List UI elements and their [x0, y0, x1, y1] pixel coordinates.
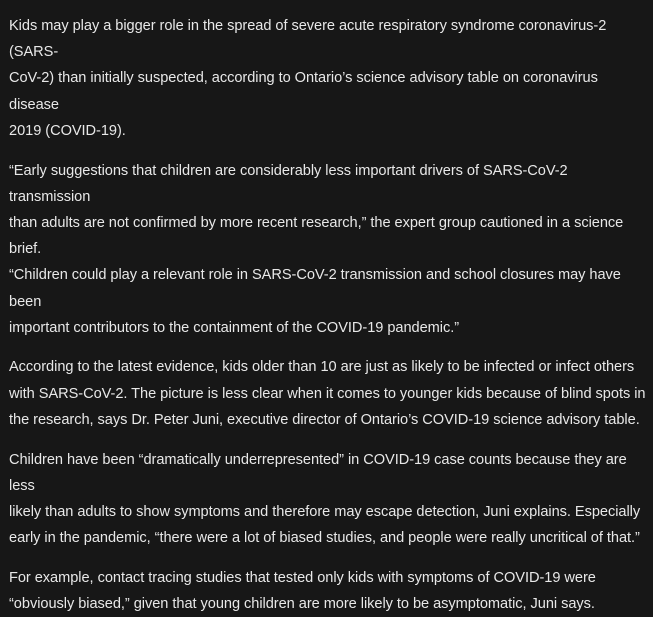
article-paragraph: Children have been “dramatically underrepresented” in COVID-19 case counts because they are less likely than adults to show symptoms and therefore may escape detection, Juni explains. Especially early in the pandemic, “there were a lot of biased studies, and people were really uncritical of that.” — [9, 451, 641, 547]
article-body — [9, 13, 651, 617]
article-paragraph: According to the latest evidence, kids older than 10 are just as likely to be infected or infect others with SARS-CoV-2. The picture is less clear when it comes to younger kids because of blind spots in the research, says Dr. Peter Juni, executive director of Ontario’s COVID-19 science advisory table. — [9, 359, 646, 428]
article-paragraph: Kids may play a bigger role in the spread of severe acute respiratory syndrome coronavirus-2 (SARS- CoV-2) than initially suspected, according to Ontario’s science advisory table on coronavirus disease 2019 (COVID-19). — [9, 18, 607, 139]
article-paragraph: For example, contact tracing studies that tested only kids with symptoms of COVID-19 were “obviously biased,” given that young children are more likely to be asymptomatic, Juni says. — [9, 569, 596, 613]
article-paragraph: “Early suggestions that children are considerably less important drivers of SARS-CoV-2 transmission than adults are not confirmed by more recent research,” the expert group cautioned in a science brief. “Children could play a relevant role in SARS-CoV-2 transmission and school closures may have been important contributors to the containment of the COVID-19 pandemic.” — [9, 162, 624, 336]
